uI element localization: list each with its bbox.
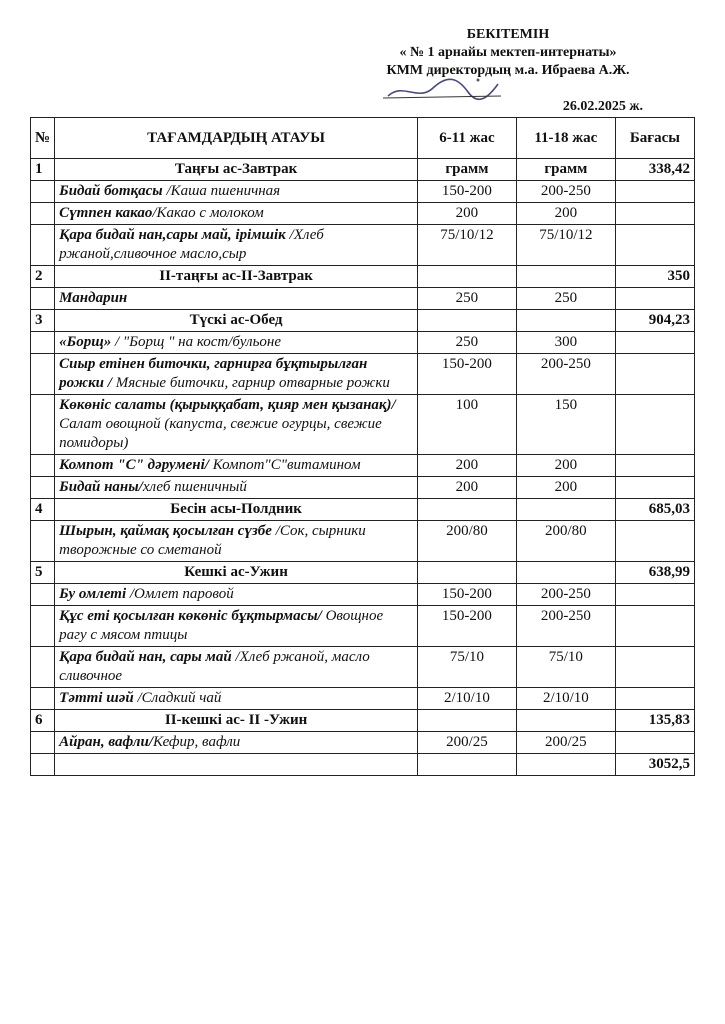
dish-price [615,203,694,225]
header-age-6-11: 6-11 жас [417,118,516,159]
meal-name: Бесін асы-Полдник [55,499,418,521]
dish-number [31,225,55,266]
total-price: 3052,5 [615,754,694,776]
meal-number: 1 [31,159,55,181]
meal-name: Таңғы ас-Завтрак [55,159,418,181]
meal-number: 5 [31,562,55,584]
dish-portion-6-11: 200/25 [417,732,516,754]
dish-row [31,455,695,477]
meal-price: 350 [615,266,694,288]
meal-unit-11-18 [516,266,615,288]
dish-portion-11-18: 200-250 [516,354,615,395]
meal-unit-6-11 [417,710,516,732]
dish-row [31,647,695,688]
approval-org: « № 1 арнайы мектеп-интернаты» [399,45,617,60]
dish-name-ru: Салат овощной (капуста, свежие огурцы, свежие помидоры) [59,416,382,451]
dish-name-ru: Компот"С"витамином [208,457,361,473]
dish-name [55,332,418,354]
dish-row [31,688,695,710]
dish-name-ru: /Хлеб ржаной,сливочное масло,сыр [59,227,324,262]
meal-number: 6 [31,710,55,732]
dish-name [55,455,418,477]
dish-portion-11-18: 200-250 [516,606,615,647]
header-no: № [31,118,55,159]
dish-name-kz: Мандарин [59,290,128,306]
meal-unit-11-18 [516,562,615,584]
dish-price [615,332,694,354]
meal-price: 338,42 [615,159,694,181]
dish-row [31,181,695,203]
meal-name: Кешкі ас-Ужин [55,562,418,584]
meal-row [31,159,695,181]
dish-name [55,203,418,225]
dish-name [55,225,418,266]
dish-portion-6-11: 150-200 [417,181,516,203]
dish-name-ru: Кефир, вафли [153,734,241,750]
dish-portion-6-11: 250 [417,332,516,354]
dish-number [31,647,55,688]
signature-line [343,80,673,98]
meal-unit-11-18 [516,310,615,332]
dish-name-kz: Тәтті шәй [59,690,134,706]
dish-name [55,477,418,499]
dish-portion-11-18: 200-250 [516,584,615,606]
dish-name [55,732,418,754]
meal-price: 135,83 [615,710,694,732]
dish-price [615,606,694,647]
meal-unit-11-18: грамм [516,159,615,181]
dish-row [31,203,695,225]
dish-name-ru: Овощное рагу с мясом птицы [59,608,384,643]
dish-name [55,288,418,310]
dish-name-kz: Қара бидай нан, сары май [59,649,232,665]
meal-number: 3 [31,310,55,332]
dish-portion-6-11: 250 [417,288,516,310]
meal-row [31,710,695,732]
dish-row [31,732,695,754]
dish-portion-11-18: 150 [516,395,615,455]
meal-row [31,266,695,288]
dish-number [31,354,55,395]
header-price: Бағасы [615,118,694,159]
header-name: ТАҒАМДАРДЫҢ АТАУЫ [55,118,418,159]
signature-scribble [383,74,503,104]
dish-price [615,732,694,754]
total-row [31,754,695,776]
dish-row [31,288,695,310]
dish-name [55,354,418,395]
meal-unit-6-11 [417,266,516,288]
meal-name: ІІ-таңғы ас-ІІ-Завтрак [55,266,418,288]
dish-name-kz: Қара бидай нан,сары май, ірімшік [59,227,286,243]
dish-portion-11-18: 200-250 [516,181,615,203]
dish-number [31,288,55,310]
dish-name-kz: Бидай ботқасы [59,183,163,199]
dish-portion-6-11: 150-200 [417,584,516,606]
dish-name-kz: Сиыр етінен биточки, гарнирға бұқтырылған рожки / [59,356,368,391]
dish-name-kz: Бидай наны/ [59,479,143,495]
dish-number [31,395,55,455]
dish-name-kz: Бу омлеті [59,586,127,602]
meal-price: 638,99 [615,562,694,584]
header-row [31,118,695,159]
dish-portion-11-18: 2/10/10 [516,688,615,710]
approval-title: БЕКІТЕМІН [466,27,550,42]
menu-body [31,159,695,754]
dish-name-kz: Айран, вафли/ [59,734,154,750]
dish-price [615,647,694,688]
dish-portion-11-18: 200 [516,203,615,225]
dish-name-kz: Сүтпен какао [59,205,153,221]
dish-price [615,225,694,266]
dish-price [615,395,694,455]
dish-name-kz: Компот "С" дәрумені/ [59,457,209,473]
dish-portion-11-18: 200/80 [516,521,615,562]
meal-unit-6-11 [417,499,516,521]
header-age-11-18: 11-18 жас [516,118,615,159]
dish-portion-6-11: 100 [417,395,516,455]
dish-portion-6-11: 75/10/12 [417,225,516,266]
approval-stamp [343,26,673,116]
dish-name-ru: /Каша пшеничная [162,183,281,199]
dish-number [31,688,55,710]
dish-price [615,288,694,310]
meal-price: 904,23 [615,310,694,332]
dish-portion-11-18: 75/10 [516,647,615,688]
dish-portion-11-18: 200 [516,477,615,499]
dish-name [55,688,418,710]
dish-portion-6-11: 75/10 [417,647,516,688]
dish-name-ru: /Сладкий чай [133,690,222,706]
dish-price [615,181,694,203]
dish-row [31,332,695,354]
meal-price: 685,03 [615,499,694,521]
dish-name [55,181,418,203]
dish-portion-6-11: 200 [417,477,516,499]
dish-number [31,477,55,499]
meal-unit-6-11: грамм [417,159,516,181]
meal-row [31,310,695,332]
dish-number [31,606,55,647]
meal-row [31,499,695,521]
dish-name-kz: Құс еті қосылған көкөніс бұқтырмасы/ [59,608,322,624]
dish-price [615,688,694,710]
meal-name: ІІ-кешкі ас- ІІ -Ужин [55,710,418,732]
dish-number [31,732,55,754]
dish-number [31,332,55,354]
dish-name-ru: / "Борщ " на кост/бульоне [111,334,282,350]
dish-row [31,606,695,647]
meal-row [31,562,695,584]
dish-portion-6-11: 200/80 [417,521,516,562]
dish-row [31,395,695,455]
dish-name-ru: хлеб пшеничный [142,479,247,495]
dish-name-ru: /Хлеб ржаной, масло сливочное [59,649,370,684]
dish-price [615,521,694,562]
dish-portion-11-18: 300 [516,332,615,354]
dish-portion-11-18: 200 [516,455,615,477]
dish-name [55,647,418,688]
dish-price [615,455,694,477]
dish-name-kz: Шырын, қаймақ қосылған сүзбе [59,523,272,539]
dish-number [31,521,55,562]
dish-portion-6-11: 150-200 [417,606,516,647]
dish-number [31,455,55,477]
dish-name-ru: /Какао с молоком [152,205,264,221]
dish-row [31,354,695,395]
meal-name: Түскі ас-Обед [55,310,418,332]
dish-price [615,477,694,499]
dish-number [31,584,55,606]
dish-price [615,354,694,395]
dish-row [31,225,695,266]
meal-unit-11-18 [516,710,615,732]
dish-row [31,477,695,499]
dish-portion-6-11: 200 [417,203,516,225]
meal-unit-6-11 [417,310,516,332]
dish-number [31,181,55,203]
dish-name [55,521,418,562]
dish-name-ru: /Сок, сырники творожные со сметаной [59,523,366,558]
dish-name [55,584,418,606]
dish-portion-6-11: 150-200 [417,354,516,395]
dish-name [55,395,418,455]
dish-portion-11-18: 200/25 [516,732,615,754]
meal-unit-6-11 [417,562,516,584]
dish-portion-6-11: 200 [417,455,516,477]
meal-number: 2 [31,266,55,288]
dish-name-kz: «Борщ» [59,334,112,350]
dish-portion-6-11: 2/10/10 [417,688,516,710]
meal-number: 4 [31,499,55,521]
dish-name-kz: Көкөніс салаты (қырыққабат, қияр мен қызанақ)/ [59,397,396,413]
dish-portion-11-18: 250 [516,288,615,310]
dish-name-ru: Мясные биточки, гарнир отварные рожки [111,375,390,391]
dish-row [31,584,695,606]
dish-price [615,584,694,606]
dish-number [31,203,55,225]
meal-unit-11-18 [516,499,615,521]
dish-portion-11-18: 75/10/12 [516,225,615,266]
dish-row [31,521,695,562]
approval-director: КММ директордың м.а. Ибраева А.Ж. [386,63,630,78]
dish-name [55,606,418,647]
approval-date: 26.02.2025 ж. [562,99,643,114]
menu-table [30,117,695,776]
dish-name-ru: /Омлет паровой [126,586,234,602]
